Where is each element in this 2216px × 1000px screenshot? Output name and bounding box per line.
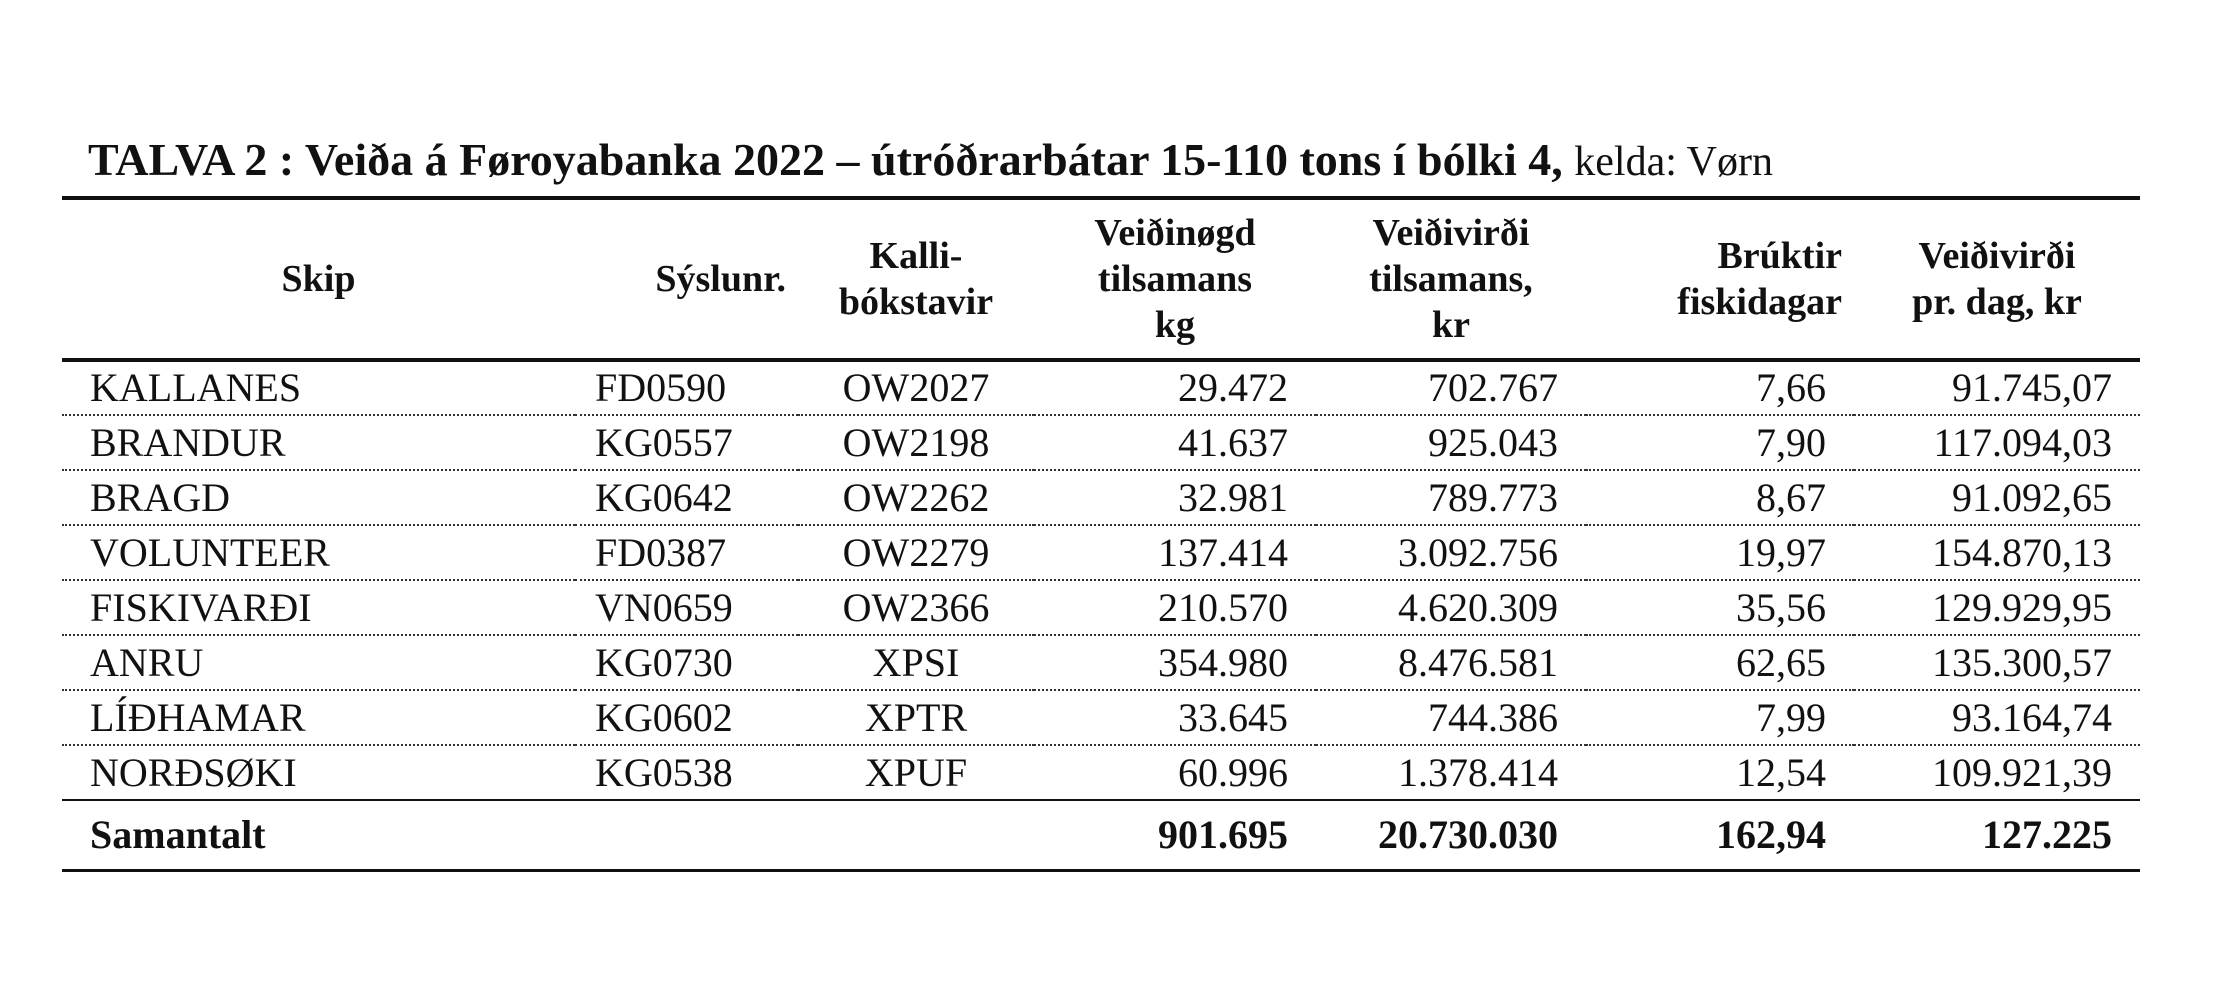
header-bruktir: [1586, 198, 1854, 360]
cell-skip: VOLUNTEER: [90, 529, 330, 575]
table-row: [62, 525, 2140, 580]
cell-kr: 925.043: [1428, 419, 1558, 465]
cell-syslunr: FD0387: [595, 529, 727, 575]
cell-fiskidagar: 7,66: [1756, 365, 1826, 410]
cell-kg: 29.472: [1178, 365, 1288, 410]
header-veidivirdi: [1316, 198, 1586, 360]
cell-kallibokstavir: XPTR: [864, 694, 968, 740]
cell-virdi-per-dag: 109.921,39: [1932, 749, 2112, 795]
total-virdi-per-dag: 127.225: [1982, 811, 2112, 857]
total-empty-syslunr: [575, 800, 798, 870]
cell-kg: 32.981: [1178, 474, 1288, 520]
table-source: kelda: Vørn: [1574, 139, 1773, 185]
table-row: [62, 635, 2140, 690]
cell-kr: 744.386: [1428, 694, 1558, 740]
cell-syslunr: KG0602: [595, 694, 733, 740]
cell-kallibokstavir: OW2198: [842, 419, 990, 465]
table-caption: [88, 132, 1773, 190]
header-skip: Skip: [281, 258, 356, 300]
cell-skip: NORÐSØKI: [90, 749, 297, 795]
header-virdi-per-dag-line2: pr. dag, kr: [1912, 281, 2082, 323]
cell-fiskidagar: 8,67: [1756, 474, 1826, 520]
header-virdi-per-dag-line1: Veiðivirði: [1918, 235, 2076, 277]
cell-skip: BRAGD: [90, 474, 231, 520]
header-veidivirdi-line3: kr: [1432, 304, 1470, 346]
header-veidivirdi-line1: Veiðivirði: [1372, 212, 1530, 254]
table-row: [62, 360, 2140, 415]
cell-skip: LÍÐHAMAR: [90, 694, 306, 740]
total-label: Samantalt: [90, 811, 266, 857]
header-kalli-line2: bókstavir: [838, 281, 994, 323]
cell-kr: 4.620.309: [1398, 584, 1558, 630]
table-row: [62, 745, 2140, 800]
total-empty-kalli: [798, 800, 1034, 870]
cell-kallibokstavir: OW2027: [842, 365, 990, 410]
header-syslunr: Sýslunr.: [655, 258, 786, 300]
header-veidivirdi-line2: tilsamans,: [1369, 258, 1533, 300]
header-veidinogd: [1034, 198, 1316, 360]
cell-skip: FISKIVARÐI: [90, 584, 312, 630]
cell-skip: BRANDUR: [90, 419, 286, 465]
header-virdi-per-dag: [1854, 198, 2140, 360]
total-kr: 20.730.030: [1378, 811, 1558, 857]
cell-fiskidagar: 7,90: [1756, 419, 1826, 465]
cell-syslunr: KG0642: [595, 474, 733, 520]
cell-virdi-per-dag: 117.094,03: [1933, 419, 2112, 465]
total-kg: 901.695: [1158, 811, 1288, 857]
cell-kg: 33.645: [1178, 694, 1288, 740]
cell-virdi-per-dag: 154.870,13: [1932, 529, 2112, 575]
cell-skip: KALLANES: [90, 365, 302, 410]
cell-kallibokstavir: OW2279: [842, 529, 990, 575]
cell-kg: 210.570: [1158, 584, 1288, 630]
table-row: [62, 415, 2140, 470]
header-veidinogd-line2: tilsamans: [1097, 258, 1253, 300]
cell-fiskidagar: 35,56: [1736, 584, 1826, 630]
table-row: [62, 690, 2140, 745]
table-row: [62, 470, 2140, 525]
cell-fiskidagar: 62,65: [1736, 639, 1826, 685]
cell-kg: 137.414: [1158, 529, 1288, 575]
cell-fiskidagar: 19,97: [1736, 529, 1826, 575]
cell-kg: 41.637: [1178, 419, 1288, 465]
cell-kr: 8.476.581: [1398, 639, 1558, 685]
header-veidinogd-line1: Veiðinøgd: [1094, 212, 1256, 254]
cell-syslunr: KG0538: [595, 749, 733, 795]
cell-kr: 3.092.756: [1398, 529, 1558, 575]
table-title: TALVA 2 : Veiða á Føroyabanka 2022 – útróðrarbátar 15-110 tons í bólki 4,: [88, 134, 1563, 185]
cell-kr: 789.773: [1428, 474, 1558, 520]
cell-kr: 1.378.414: [1398, 749, 1558, 795]
cell-kallibokstavir: OW2366: [842, 584, 990, 630]
cell-syslunr: VN0659: [595, 584, 733, 630]
cell-kallibokstavir: XPSI: [872, 639, 960, 685]
total-fiskidagar: 162,94: [1716, 811, 1826, 857]
header-veidinogd-line3: kg: [1154, 304, 1196, 346]
cell-syslunr: KG0730: [595, 639, 733, 685]
total-row: [62, 800, 2140, 870]
cell-virdi-per-dag: 93.164,74: [1952, 694, 2112, 740]
catch-table: [62, 196, 2140, 872]
cell-kallibokstavir: OW2262: [842, 474, 990, 520]
header-kalli-line1: Kalli-: [869, 235, 963, 277]
cell-kg: 60.996: [1178, 749, 1288, 795]
header-bruktir-line1: Brúktir: [1717, 235, 1842, 277]
cell-fiskidagar: 7,99: [1756, 694, 1826, 740]
cell-virdi-per-dag: 129.929,95: [1932, 584, 2112, 630]
cell-virdi-per-dag: 91.745,07: [1952, 365, 2112, 410]
cell-kg: 354.980: [1158, 639, 1288, 685]
cell-fiskidagar: 12,54: [1736, 749, 1826, 795]
cell-virdi-per-dag: 91.092,65: [1952, 474, 2112, 520]
cell-syslunr: KG0557: [595, 419, 733, 465]
header-kallibokstavir: [798, 198, 1034, 360]
cell-syslunr: FD0590: [595, 365, 727, 410]
cell-kallibokstavir: XPUF: [864, 749, 968, 795]
cell-virdi-per-dag: 135.300,57: [1932, 639, 2112, 685]
table-row: [62, 580, 2140, 635]
cell-kr: 702.767: [1428, 365, 1558, 410]
header-bruktir-line2: fiskidagar: [1677, 281, 1842, 323]
cell-skip: ANRU: [90, 639, 204, 685]
header-row: [62, 198, 2140, 360]
